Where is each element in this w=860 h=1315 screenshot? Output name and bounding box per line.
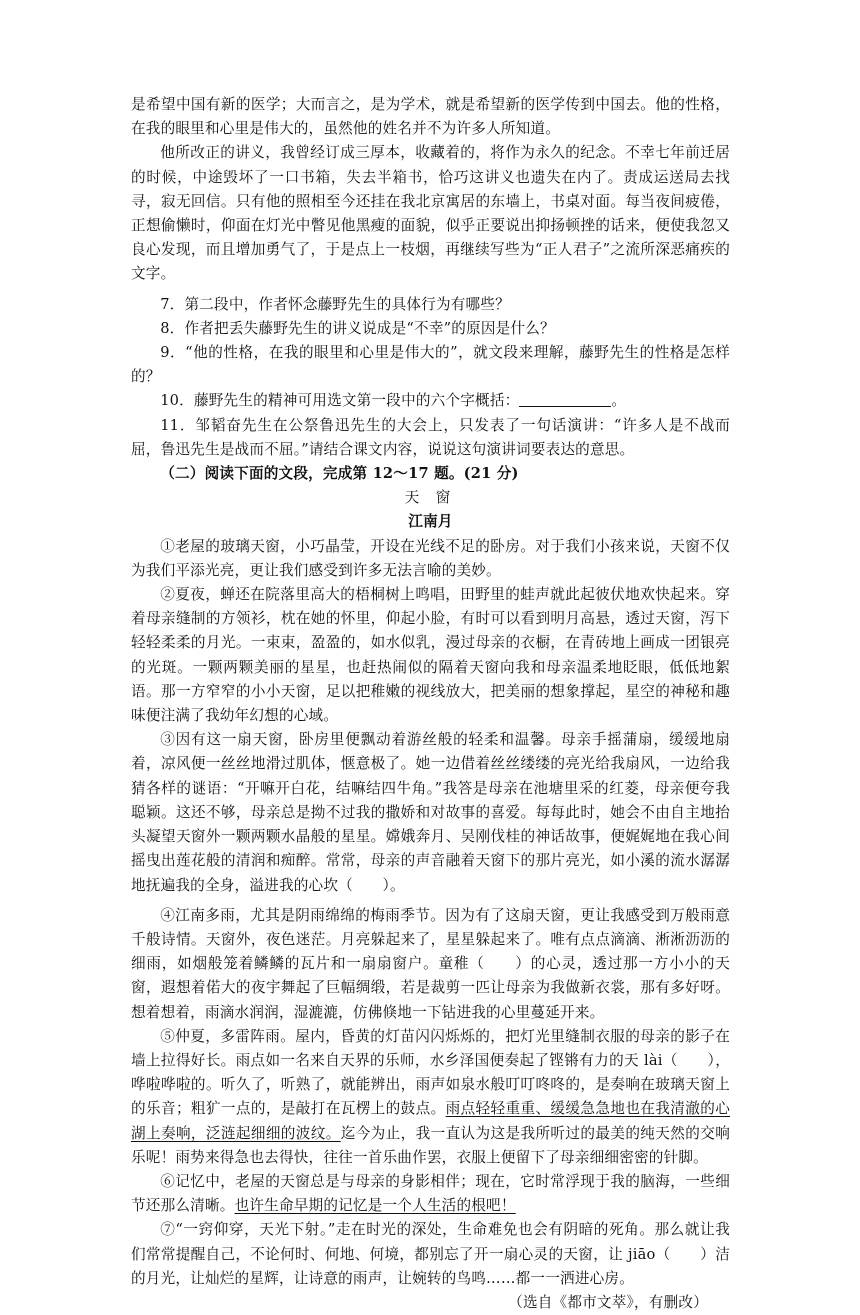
passage2-paragraph-2: ②夏夜，蝉还在院落里高大的梧桐树上鸣唱，田野里的蛙声就此起彼伏地欢快起来。穿着母亲缝制的方领衫，枕在她的怀里，仰起小脸，有时可以看到明月高悬，透过天窗，泻下轻轻柔柔的月光。一束束，盈盈的，如水似乳，漫过母亲的衣橱，在青砖地上画成一团银亮的光斑。一颗两颗美丽的星星，也赶热闹似的隔着天窗向我和母亲温柔地眨眼，低低地絮语。那一方窄窄的小小天窗，足以把稚嫩的视线放大，把美丽的想象撑起，星空的神秘和趣味便注满了我幼年幻想的心域。: [131, 586, 730, 725]
passage1-paragraph-1: 是希望中国有新的医学；大而言之，是为学术，就是希望新的医学传到中国去。他的性格，在我的眼里和心里是伟大的，虽然他的姓名并不为许多人所知道。: [131, 96, 730, 138]
question-7: 7．第二段中，作者怀念藤野先生的具体行为有哪些？: [160, 295, 510, 313]
source-note: （选自《都市文萃》，有删改）: [508, 1293, 708, 1311]
question-11: 11．邹韬奋先生在公祭鲁迅先生的大会上，只发表了一句话演讲：“许多人是不战而屈，鲁迅先生是战而不屈。”请结合课文内容，说说这句演讲词要表达的意思。: [131, 416, 730, 458]
question-10-text: 10．藤野先生的精神可用选文第一段中的六个字概括：: [160, 392, 520, 410]
article-author: 江南月: [408, 513, 453, 531]
question-10-end: 。: [611, 392, 627, 410]
passage2-paragraph-5: [131, 1025, 730, 1170]
paragraph-6-text: ⑥记忆中，老屋的天窗总是与母亲的身影相伴；现在，它时常浮现于我的脑海，一些细节还那么清晰。: [131, 1172, 730, 1215]
passage2-paragraph-6: [131, 1170, 730, 1218]
passage2-paragraph-1: ①老屋的玻璃天窗，小巧晶莹，开设在光线不足的卧房。对于我们小孩来说，天窗不仅为我们平添光亮，更让我们感受到许多无法言喻的美妙。: [131, 537, 730, 579]
passage2-paragraph-3: ③因有这一扇天窗，卧房里便飘动着游丝般的轻柔和温馨。母亲手摇蒲扇，缓缓地扇着，凉风便一丝丝地滑过肌体，惬意极了。她一边借着丝丝缕缕的亮光给我扇风，一边给我猜各样的谜语：“开嘛开白花，结嘛结四牛角。”我答是母亲在池塘里采的红菱，母亲便夸我聪颖。这还不够，母亲总是拗不过我的撒娇和对故事的喜爱。每每此时，她会不由自主地抬头凝望天窗外一颗两颗水晶般的星星。嫦娥奔月、吴刚伐桂的神话故事，便娓娓地在我心间摇曳出莲花般的清润和痴醉。常常，母亲的声音融着天窗下的那片亮光，如小溪的流水潺潺地抚遍我的全身，溢进我的心坎（ ）。: [131, 731, 730, 894]
section-heading: （二）阅读下面的文段，完成第 12～17 题。(21 分): [160, 465, 519, 483]
question-8: 8．作者把丢失藤野先生的讲义说成是“不幸”的原因是什么？: [160, 319, 555, 337]
underlined-sentence-1: 雨点轻轻重重、缓缓急急地也在我清澈的心湖上奏响，泛涟起细细的波纹。: [131, 1100, 731, 1142]
paragraph-5-text-a: ⑤仲夏，多雷阵雨。屋内，昏黄的灯苗闪闪烁烁的，把灯光里缝制衣服的母亲的影子在墙上拉得好长。雨点如一名来自天界的乐师，水乡泽国便奏起了铿锵有力的天 lài（ ），哗啦哗啦的。听久了，听熟了，就能辨出，雨声如泉水般叮叮咚咚的，是奏响在玻璃天窗上的乐音；粗犷一点的，是敲打在瓦楞上的鼓点。: [131, 1027, 730, 1118]
answer-blank[interactable]: [519, 391, 611, 407]
question-10: [131, 389, 730, 413]
passage2-paragraph-7: ⑦“一窍仰穿，天光下射。”走在时光的深处，生命难免也会有阴暗的死角。那么就让我们常常提醒自己，不论何时、何地、何境，都别忘了开一扇心灵的天窗，让 jiāo（ ）洁的月光，让灿烂的星辉，让诗意的雨声，让婉转的鸟鸣……都一一洒进心房。: [131, 1221, 730, 1287]
underlined-sentence-2: 也许生命早期的记忆是一个人生活的根吧！: [234, 1197, 516, 1215]
passage1-paragraph-2: 他所改正的讲义，我曾经订成三厚本，收藏着的，将作为永久的纪念。不幸七年前迁居的时候，中途毁坏了一口书箱，失去半箱书，恰巧这讲义也遗失在内了。责成运送局去找寻，寂无回信。只有他的照相至今还挂在我北京寓居的东墙上，书桌对面。每当夜间疲倦，正想偷懒时，仰面在灯光中瞥见他黑瘦的面貌，似乎正要说出抑扬顿挫的话来，便使我忽又良心发现，而且增加勇气了，于是点上一枝烟，再继续写些为“正人君子”之流所深恶痛疾的文字。: [131, 144, 730, 283]
article-title: 天 窗: [404, 489, 457, 507]
paragraph-5-text-b: 迄今为止，我一直认为这是我所听过的最美的纯天然的交响乐呢！雨势来得急也去得快，往往一首乐曲作罢，衣服上便留下了母亲细细密密的针脚。: [131, 1124, 730, 1166]
question-9: 9．“他的性格，在我的眼里和心里是伟大的”，就文段来理解，藤野先生的性格是怎样的？: [131, 344, 730, 386]
passage2-paragraph-4: ④江南多雨，尤其是阴雨绵绵的梅雨季节。因为有了这扇天窗，更让我感受到万般雨意千般诗情。天窗外，夜色迷茫。月亮躲起来了，星星躲起来了。唯有点点滴滴、淅淅沥沥的细雨，如烟般笼着鳞鳞的瓦片和一扇扇窗户。童稚（ ）的心灵，透过那一方小小的天窗，遐想着偌大的夜宇舞起了巨幅绸缎，若是裁剪一匹让母亲为我做新衣裳，那有多好呀。想着想着，雨滴水润润，湿漉漉，仿佛倏地一下钻进我的心里蔓延开来。: [131, 906, 730, 1021]
